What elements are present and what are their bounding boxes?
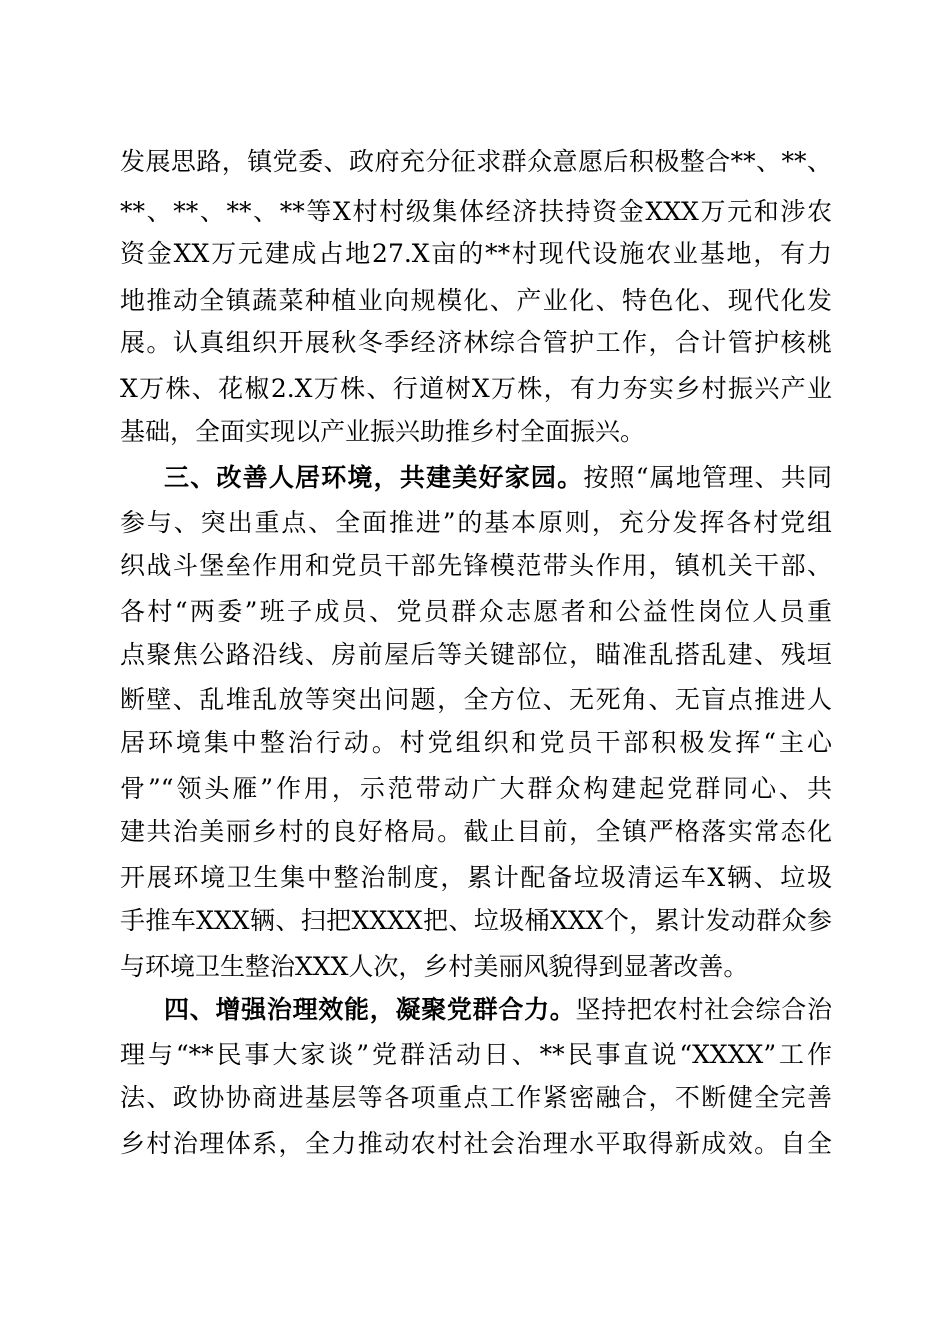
text-line: 理与“**民事大家谈”党群活动日、**民事直说“XXXX”工作: [120, 1040, 832, 1069]
text-line: 建共治美丽乡村的良好格局。截止目前，全镇严格落实常态化: [120, 817, 832, 846]
section-heading: 四、增强治理效能，凝聚党群合力。: [164, 995, 576, 1024]
text-line: X万株、花椒2.X万株、行道树X万株，有力夯实乡村振兴产业: [120, 374, 832, 403]
text-line: 乡村治理体系，全力推动农村社会治理水平取得新成效。自全: [120, 1129, 832, 1158]
text-line: **、**、**、**等X村村级集体经济扶持资金XXX万元和涉农: [120, 197, 832, 226]
text-line: 法、政协协商进基层等各项重点工作紧密融合，不断健全完善: [120, 1083, 832, 1112]
text-line: 点聚焦公路沿线、房前屋后等关键部位，瞄准乱搭乱建、残垣: [120, 640, 832, 669]
text-line: 各村“两委”班子成员、党员群众志愿者和公益性岗位人员重: [120, 597, 832, 626]
text-line: 居环境集中整治行动。村党组织和党员干部积极发挥“主心: [120, 728, 832, 757]
section-heading: 三、改善人居环境，共建美好家园。: [164, 463, 584, 492]
text-line: 断壁、乱堆乱放等突出问题，全方位、无死角、无盲点推进人: [120, 685, 832, 714]
section-lead-text: 按照“属地管理、共同: [583, 463, 832, 492]
text-line: 基础，全面实现以产业振兴助推乡村全面振兴。: [120, 417, 646, 446]
text-line: 织战斗堡垒作用和党员干部先锋模范带头作用，镇机关干部、: [120, 551, 832, 580]
text-line: 发展思路，镇党委、政府充分征求群众意愿后积极整合**、**、: [120, 147, 832, 176]
text-line: 参与、突出重点、全面推进”的基本原则，充分发挥各村党组: [120, 508, 832, 537]
text-line: 手推车XXX辆、扫把XXXX把、垃圾桶XXX个，累计发动群众参: [120, 906, 832, 935]
text-line: 骨”“领头雁”作用，示范带动广大群众构建起党群同心、共: [120, 774, 832, 803]
section-3-first-line: [164, 460, 832, 496]
section-4-first-line: [164, 992, 832, 1028]
text-line: 地推动全镇蔬菜种植业向规模化、产业化、特色化、现代化发: [120, 286, 832, 315]
section-lead-text: 坚持把农村社会综合治: [575, 995, 832, 1024]
text-line: 展。认真组织开展秋冬季经济林综合管护工作，合计管护核桃: [120, 328, 832, 357]
text-line: 资金XX万元建成占地27.X亩的**村现代设施农业基地，有力: [120, 239, 832, 268]
text-line: 与环境卫生整治XXX人次，乡村美丽风貌得到显著改善。: [120, 952, 749, 981]
text-line: 开展环境卫生集中整治制度，累计配备垃圾清运车X辆、垃圾: [120, 863, 832, 892]
